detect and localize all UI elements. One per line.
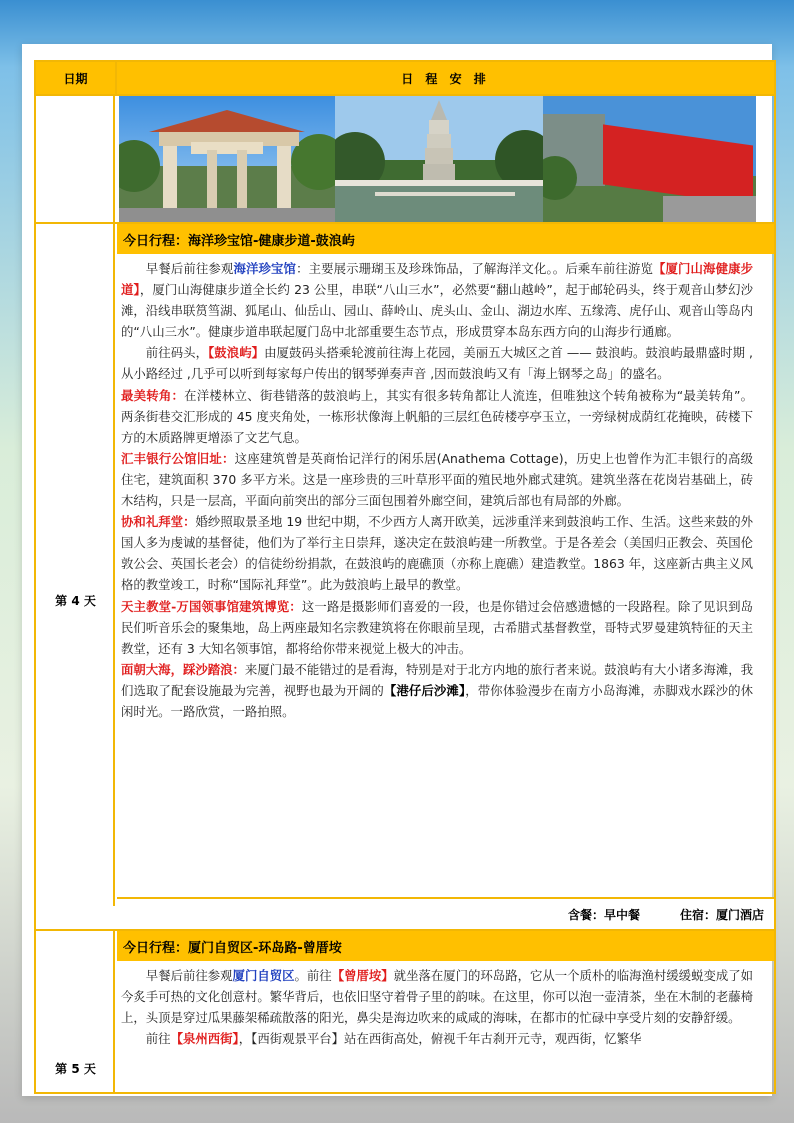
attraction-name: 【泉州西街】 bbox=[170, 1031, 239, 1047]
attraction-name: 【厦门山海健康步道】 bbox=[121, 261, 754, 298]
day4-label: 第 4 天 bbox=[55, 594, 96, 608]
text: ，【西街观景平台】站在西街高处，俯视千年古刹开元寺，观西街，忆繁华 bbox=[238, 1031, 642, 1047]
day4-paragraph bbox=[121, 511, 753, 595]
text: 这一路是摄影师们喜爱的一段，也是你错过会倍感遗憾的一段路程。除了见识到岛民们听音乐会的聚集地，岛上两座最知名宗教建筑将在你眼前呈现，古希腊式基督教堂，哥特式罗曼建筑特征的天主教堂，还有 3 大知名领事馆，都将给你带来视觉上极大的冲击。 bbox=[121, 598, 753, 656]
day5-title: 今日行程：厦门自贸区-环岛路-曾厝垵 bbox=[123, 940, 342, 956]
text: 在洋楼林立、街巷错落的鼓浪屿上，其实有很多转角都让人流连，但唯独这个转角被称为“最美转角”。两条街巷交汇形成的 45 度夹角处，一栋形状像海上帆船的三层红色砖楼亭亭玉立，一旁绿树成荫红花掩映，砖楼下方的木质路牌更增添了文艺气息。 bbox=[121, 387, 753, 445]
text: 早餐后前往参观 bbox=[145, 968, 233, 983]
hotel-info: 住宿：厦门酒店 bbox=[679, 907, 764, 922]
section-heading: 汇丰银行公馆旧址： bbox=[121, 450, 235, 466]
text: ：主要展示珊瑚玉及珍珠饰品，了解海洋文化。。后乘车前往游览 bbox=[296, 261, 653, 276]
day4-paragraph bbox=[121, 448, 753, 511]
day4-paragraph bbox=[121, 659, 753, 722]
attraction-name: 【鼓浪屿】 bbox=[208, 345, 265, 361]
text: ，厦门山海健康步道全长约 23 公里，串联“八山三水”，必然要“翻山越岭”，起于邮轮码头，终于观音山梦幻沙滩，沿线串联筼筜湖、狐尾山、仙岳山、园山、薛岭山、虎头山、金山、湖边水库、五缘湾、虎仔山、观音山等岛内的“八山三水”。健康步道串联起厦门岛中北部重要生态节点，形成贯穿本岛东西方向的山海步行通廊。 bbox=[121, 282, 753, 340]
day4-paragraph bbox=[121, 385, 753, 448]
day4-title-bar bbox=[117, 224, 774, 254]
header-date: 日期 bbox=[36, 62, 117, 94]
day4-footer bbox=[117, 899, 774, 929]
attraction-link: 海洋珍宝馆 bbox=[233, 261, 297, 276]
day5-paragraph bbox=[121, 1028, 753, 1049]
day5-paragraph bbox=[121, 965, 753, 1028]
text: 来厦门最不能错过的是看海，特别是对于北方内地的旅行者来说。鼓浪屿有大小诸多海滩，我们选取了配套设施最为完善，视野也最为开阔的 bbox=[121, 661, 753, 698]
day4-content bbox=[121, 258, 753, 722]
header-schedule: 日 程 安 排 bbox=[401, 71, 490, 86]
day5-label: 第 5 天 bbox=[55, 1062, 96, 1076]
attraction-link: 厦门自贸区 bbox=[232, 968, 295, 983]
photo-strip bbox=[119, 96, 756, 222]
itinerary-table bbox=[34, 60, 776, 1094]
text: ，带你体验漫步在南方小岛海滩，赤脚戏水踩沙的休闲时光。一路欣赏，一路拍照。 bbox=[121, 682, 754, 719]
section-heading: 最美转角： bbox=[121, 387, 185, 403]
text: 。前往 bbox=[294, 968, 332, 983]
section-heading: 协和礼拜堂： bbox=[121, 514, 196, 530]
text: 这座建筑曾是英商怡记洋行的闲乐居(Anathema Cottage)，历史上也曾作为汇丰银行的高级住宅，建筑面积 370 多平方米。这是一座珍贵的三叶草形平面的殖民地外廊式建筑。建筑坐落在花岗岩基础上，砖木结构，只是一层高，平面向前突出的部分三面包围着外廊空间，建筑后部也有局部的外廊。 bbox=[121, 450, 753, 509]
text: 就坐落在厦门的环岛路，它从一个质朴的临海渔村缓缓蜕变成了如今炙手可热的文化创意村。繁华背后，也依旧坚守着骨子里的韵味。在这里，你可以泡一壶清茶，坐在木制的老藤椅上，头顶是穿过瓜果藤架稀疏散落的阳光，鼻尖是海边吹来的咸咸的海味，在都市的忙碌中享受片刻的安静舒缓。 bbox=[121, 968, 754, 1026]
day4-paragraph bbox=[121, 596, 753, 659]
day5-content bbox=[121, 965, 753, 1049]
university-gate-photo bbox=[119, 96, 335, 222]
day4-paragraph bbox=[121, 342, 753, 384]
meals-info: 含餐：早中餐 bbox=[567, 907, 640, 922]
text: 婚纱照取景圣地 19 世纪中期，不少西方人离开欧美，远涉重洋来到鼓浪屿工作、生活。这些来鼓的外国人多为虔诚的基督徒，他们为了举行主日崇拜，遂决定在鼓浪屿建一所教堂。于是各差会（美国归正教会、英国伦敦公会、英国长老会）的信徒纷纷捐款，在鼓浪屿的鹿礁顶（亦称上鹿礁）建造教堂。1863 年，这座新古典主义风格的教堂竣工，时称“国际礼拜堂”。此为鼓浪屿上最早的教堂。 bbox=[121, 514, 753, 593]
table-header bbox=[36, 62, 774, 96]
page-sheet bbox=[22, 44, 772, 1096]
text: 早餐后前往参观 bbox=[145, 261, 234, 276]
text: 由厦鼓码头搭乘轮渡前往海上花园，美丽五大城区之首 —— 鼓浪屿。鼓浪屿最鼎盛时期 ,从小路经过 ,几乎可以听到每家每户传出的钢琴弹奏声音 ,因而鼓浪屿又有「海上钢琴之岛」的盛名。 bbox=[121, 345, 753, 382]
day4-title: 今日行程：海洋珍宝馆-健康步道-鼓浪屿 bbox=[123, 233, 355, 249]
pagoda-photo bbox=[335, 96, 543, 222]
text: 前往 bbox=[145, 1031, 171, 1047]
attraction-name: 【曾厝垵】 bbox=[331, 968, 394, 983]
day5-title-bar bbox=[117, 931, 774, 961]
section-heading: 天主教堂-万国领事馆建筑博览： bbox=[121, 598, 302, 614]
section-heading: 面朝大海，踩沙踏浪： bbox=[121, 661, 245, 677]
day4-column bbox=[36, 96, 115, 906]
patriotic-sign-photo bbox=[543, 96, 756, 222]
day4-paragraph bbox=[121, 258, 753, 342]
text: 前往码头， bbox=[145, 345, 209, 361]
attraction-name: 【港仔后沙滩】 bbox=[383, 682, 466, 698]
